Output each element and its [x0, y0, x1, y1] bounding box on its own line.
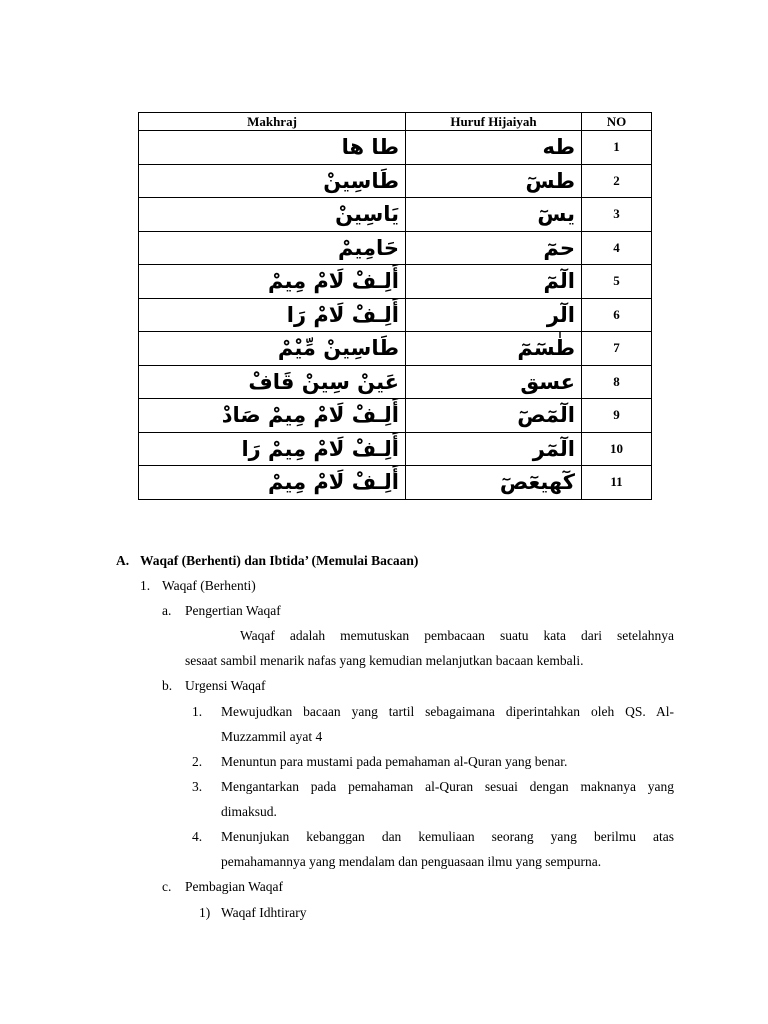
table-row	[139, 432, 652, 466]
pengertian-text-line-2: sesaat sambil menarik nafas yang kemudian melanjutkan bacaan kembali.	[185, 653, 584, 668]
huruf-hijaiyah-table	[138, 112, 652, 500]
huruf-cell: طه	[406, 131, 582, 165]
makhraj-cell: أَلِـفْ لَامْ مِيمْ رَا	[139, 432, 406, 466]
urgensi-3-line-1: Mengantarkan pada pemahaman al-Quran sesuai dengan maknanya yang	[221, 779, 674, 794]
section-a-title: Waqaf (Berhenti) dan Ibtida’ (Memulai Bacaan)	[140, 553, 419, 568]
huruf-cell: طٰسٓمٓ	[406, 332, 582, 366]
table-row	[139, 466, 652, 500]
urgensi-1-line-1: Mewujudkan bacaan yang tartil sebagaimana diperintahkan oleh QS. Al-	[221, 704, 674, 719]
subsection-1-title: Waqaf (Berhenti)	[162, 578, 256, 593]
no-cell: 1	[582, 131, 652, 165]
table-row	[139, 332, 652, 366]
urgensi-2-marker: 2.	[192, 754, 203, 769]
urgensi-4-marker: 4.	[192, 829, 203, 844]
no-cell: 10	[582, 432, 652, 466]
table-row	[139, 265, 652, 299]
makhraj-cell: أَلِـفْ لَامْ رَا	[139, 298, 406, 332]
urgensi-3-marker: 3.	[192, 779, 203, 794]
pembagian-1-title: Waqaf Idhtirary	[221, 905, 307, 920]
makhraj-cell: أَلِـفْ لَامْ مِيمْ	[139, 265, 406, 299]
header-makhraj: Makhraj	[139, 113, 406, 131]
urgensi-1-line-2: Muzzammil ayat 4	[221, 729, 323, 744]
item-b-title: Urgensi Waqaf	[185, 678, 266, 693]
huruf-cell: عسق	[406, 365, 582, 399]
urgensi-4-line-2: pemahamannya yang mendalam dan penguasaan ilmu yang sempurna.	[221, 854, 602, 869]
item-a-title: Pengertian Waqaf	[185, 603, 281, 618]
urgensi-1-marker: 1.	[192, 704, 203, 719]
no-cell: 5	[582, 265, 652, 299]
item-a-marker: a.	[162, 603, 172, 618]
section-a-marker: A.	[116, 553, 130, 568]
makhraj-cell: عَينْ سِينْ قَافْ	[139, 365, 406, 399]
table-row	[139, 198, 652, 232]
item-b-marker: b.	[162, 678, 173, 693]
no-cell: 8	[582, 365, 652, 399]
table-row	[139, 164, 652, 198]
pengertian-text-line-1: Waqaf adalah memutuskan pembacaan suatu kata dari setelahnya	[240, 628, 674, 643]
item-c-title: Pembagian Waqaf	[185, 879, 284, 894]
header-no: NO	[582, 113, 652, 131]
no-cell: 2	[582, 164, 652, 198]
huruf-cell: الٓمٓصٓ	[406, 399, 582, 433]
makhraj-cell: طَاسِينْ مِّيْمْ	[139, 332, 406, 366]
table-row	[139, 399, 652, 433]
huruf-cell: الٓمٓ	[406, 265, 582, 299]
no-cell: 7	[582, 332, 652, 366]
header-huruf-hijaiyah: Huruf Hijaiyah	[406, 113, 582, 131]
table-row	[139, 231, 652, 265]
makhraj-cell: طا ها	[139, 131, 406, 165]
makhraj-cell: أَلِـفْ لَامْ مِيمْ صَادْ	[139, 399, 406, 433]
no-cell: 3	[582, 198, 652, 232]
no-cell: 9	[582, 399, 652, 433]
huruf-cell: حمٓ	[406, 231, 582, 265]
huruf-cell: الٓمٓر	[406, 432, 582, 466]
urgensi-2-line-1: Menuntun para mustami pada pemahaman al-Quran yang benar.	[221, 754, 568, 769]
no-cell: 6	[582, 298, 652, 332]
table-row	[139, 131, 652, 165]
table-row	[139, 365, 652, 399]
makhraj-cell: طَاسِينْ	[139, 164, 406, 198]
subsection-1-marker: 1.	[140, 578, 151, 593]
urgensi-4-line-1: Menunjukan kebanggan dan kemuliaan seorang yang berilmu atas	[221, 829, 674, 844]
huruf-cell: كٓهيعٓصٓ	[406, 466, 582, 500]
huruf-cell: طسٓ	[406, 164, 582, 198]
huruf-cell: يسٓ	[406, 198, 582, 232]
makhraj-cell: أَلِـفْ لَامْ مِيمْ	[139, 466, 406, 500]
table-row	[139, 298, 652, 332]
makhraj-cell: حَامِيمْ	[139, 231, 406, 265]
pembagian-1-marker: 1)	[199, 905, 211, 920]
item-c-marker: c.	[162, 879, 172, 894]
table-header-row	[139, 113, 652, 131]
no-cell: 4	[582, 231, 652, 265]
makhraj-cell: يَاسِينْ	[139, 198, 406, 232]
no-cell: 11	[582, 466, 652, 500]
urgensi-3-line-2: dimaksud.	[221, 804, 277, 819]
huruf-cell: الٓر	[406, 298, 582, 332]
